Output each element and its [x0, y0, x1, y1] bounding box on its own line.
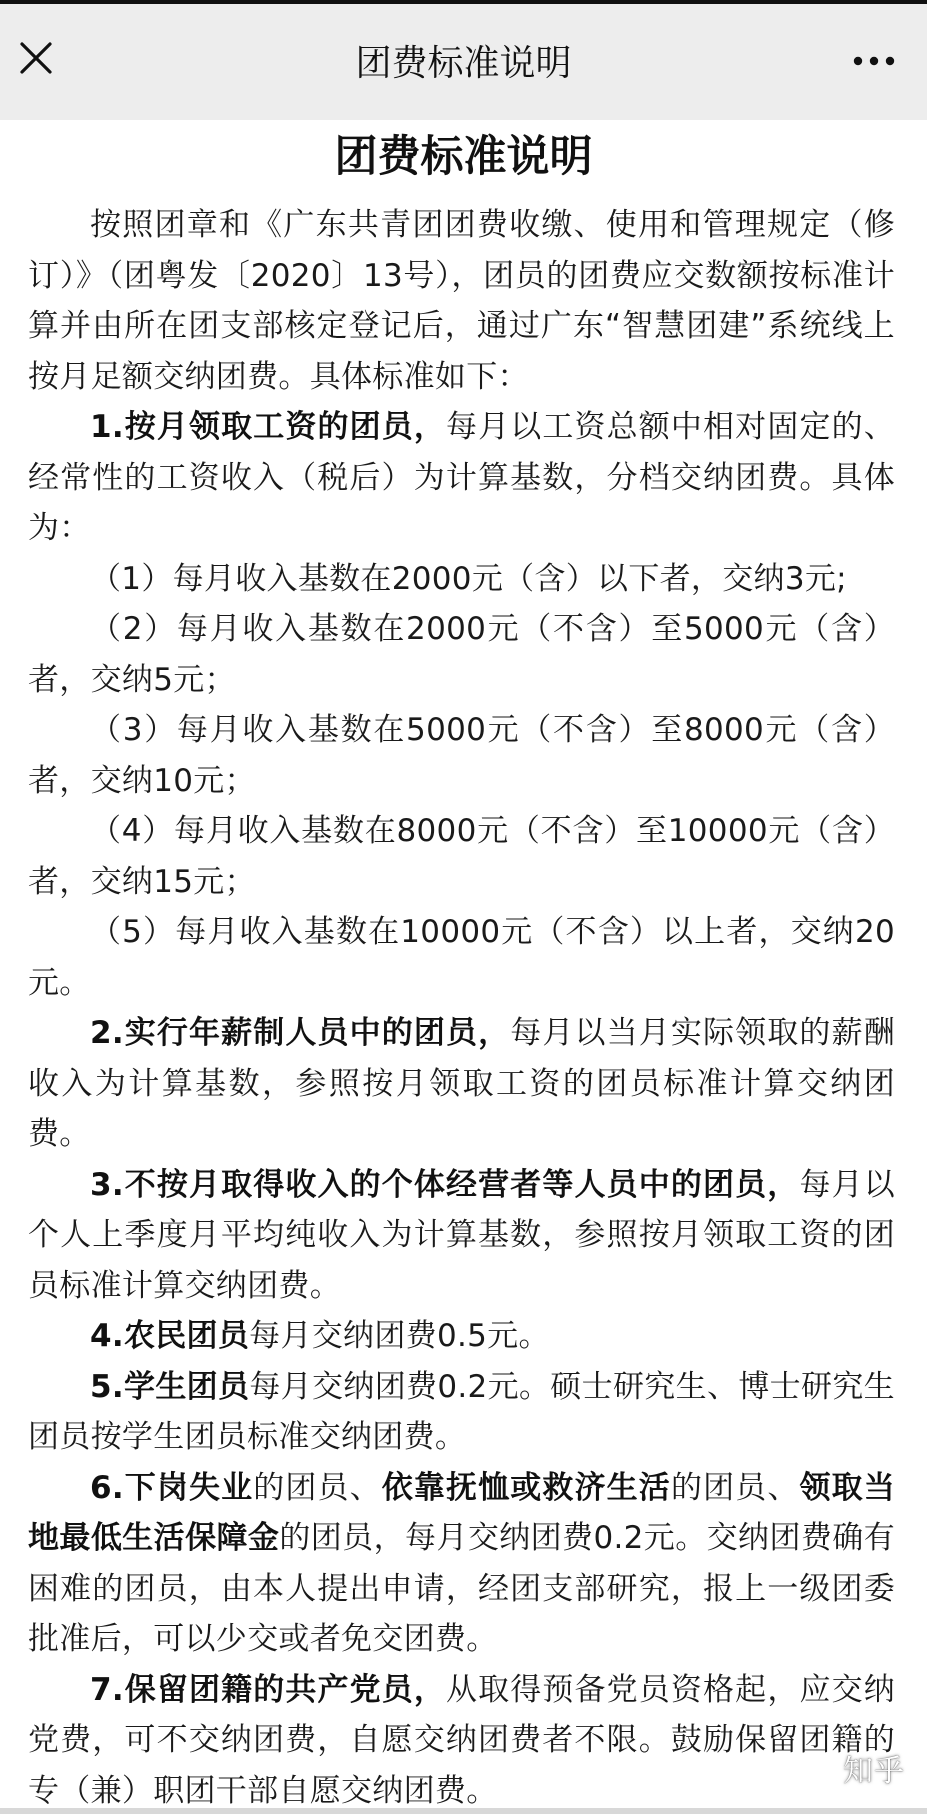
section-5-heading: 5.学生团员 [90, 1368, 250, 1405]
section-2-heading: 2.实行年薪制人员中的团员， [90, 1015, 511, 1051]
section-6-heading-2: 依靠抚恤或救济生活 [381, 1469, 671, 1506]
tier-2: （2）每月收入基数在2000元（不含）至5000元（含）者，交纳5元； [28, 611, 895, 698]
tier-5: （5）每月收入基数在10000元（不含）以上者，交纳20元。 [28, 914, 895, 1001]
section-5-text: 每月交纳团费0.2元。硕士研究生、博士研究生团员按学生团员标准交纳团费。 [28, 1368, 895, 1455]
section-2-text: 每月以当月实际领取的薪酬收入为计算基数，参照按月领取工资的团员标准计算交纳团费。 [28, 1015, 895, 1152]
section-6-text-1: 的团员、 [253, 1469, 382, 1506]
section-3 [28, 1160, 895, 1312]
tier-1: （1）每月收入基数在2000元（含）以下者，交纳3元; [90, 560, 847, 597]
section-2 [28, 1008, 895, 1160]
navigation-bar [0, 0, 927, 120]
tier-4: （4）每月收入基数在8000元（不含）至10000元（含）者，交纳15元； [28, 813, 895, 900]
section-1-heading: 1.按月领取工资的团员， [90, 409, 447, 445]
section-4-text: 每月交纳团费0.5元。 [249, 1318, 550, 1354]
zhihu-watermark: 知乎 [843, 1754, 905, 1789]
section-6-heading-1: 6.下岗失业 [90, 1469, 254, 1506]
nav-title: 团费标准说明 [355, 43, 572, 84]
section-1 [28, 402, 895, 554]
section-6-text-3: 的团员，每月交纳团费0.2元。交纳团费确有困难的团员，由本人提出申请，经团支部研究，报上一级团委批准后，可以少交或者免交团费。 [28, 1520, 895, 1657]
bottom-divider [0, 1808, 927, 1814]
section-5 [28, 1362, 895, 1463]
section-7-heading: 7.保留团籍的共产党员， [90, 1671, 447, 1708]
page-title: 团费标准说明 [334, 132, 593, 182]
section-6 [28, 1463, 895, 1665]
section-1-text: 每月以工资总额中相对固定的、经常性的工资收入（税后）为计算基数，分档交纳团费。具体为： [28, 409, 895, 546]
section-7 [28, 1665, 895, 1814]
article-content [0, 120, 927, 1814]
section-6-heading-3: 领取当地最低生活保障金 [28, 1469, 896, 1556]
section-3-text: 每月以个人上季度月平均纯收入为计算基数，参照按月领取工资的团员标准计算交纳团费。 [28, 1166, 895, 1304]
intro-paragraph: 按照团章和《广东共青团团费收缴、使用和管理规定（修订）》（团粤发〔2020〕13号），团员的团费应交数额按标准计算并由所在团支部核定登记后，通过广东“智慧团建”系统线上按月足额交纳团费。具体标准如下： [28, 207, 895, 395]
section-3-heading: 3.不按月取得收入的个体经营者等人员中的团员， [90, 1166, 800, 1203]
more-button[interactable] [849, 46, 899, 76]
tier-3: （3）每月收入基数在5000元（不含）至8000元（含）者，交纳10元； [28, 712, 895, 799]
article-body [0, 190, 927, 1814]
more-icon [849, 46, 899, 76]
section-7-text: 从取得预备党员资格起，应交纳党费，可不交纳团费，自愿交纳团费者不限。鼓励保留团籍的专（兼）职团干部自愿交纳团费。 [28, 1671, 895, 1809]
section-4-heading: 4.农民团员 [90, 1318, 250, 1354]
section-6-text-2: 的团员、 [670, 1469, 800, 1506]
section-4 [28, 1311, 895, 1362]
